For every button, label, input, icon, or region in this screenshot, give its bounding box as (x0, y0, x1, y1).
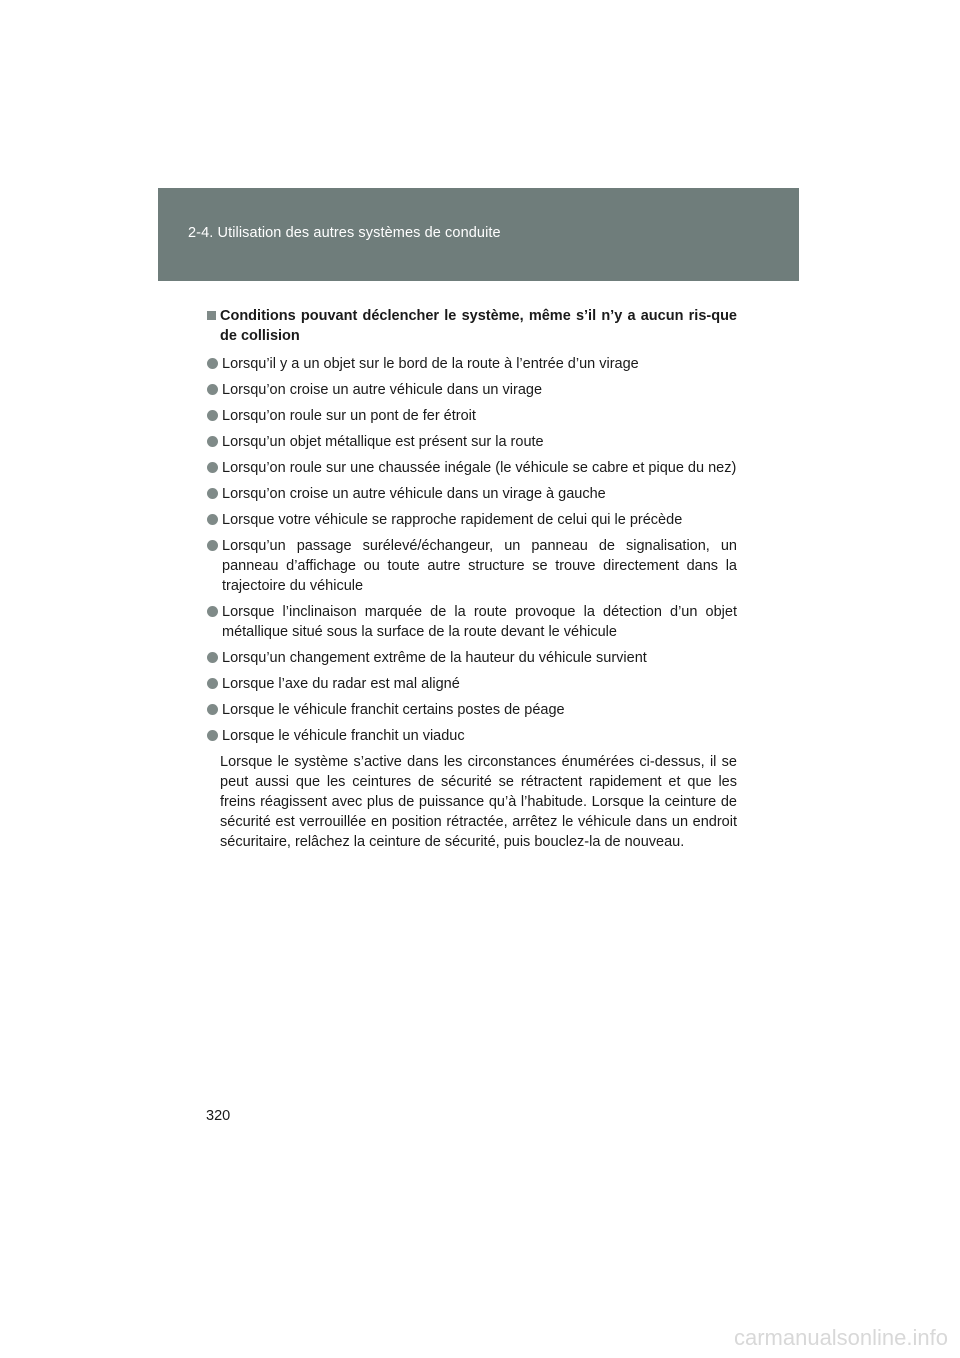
list-item-text: Lorsque l’axe du radar est mal aligné (222, 676, 460, 692)
list-item-text: Lorsqu’on roule sur un pont de fer étroit (222, 408, 476, 424)
circle-bullet-icon (207, 514, 218, 525)
section-heading-text: Conditions pouvant déclencher le système, même s’il n’y a aucun ris-que de collision (220, 308, 737, 344)
list-item (207, 602, 737, 642)
page-content (207, 306, 737, 852)
list-item (207, 726, 737, 746)
circle-bullet-icon (207, 384, 218, 395)
circle-bullet-icon (207, 730, 218, 741)
list-item-text: Lorsqu’un passage surélevé/échangeur, un panneau de signalisation, un panneau d’affichage ou toute autre structure se trouve directement dans la trajectoire du véhicule (222, 538, 737, 594)
circle-bullet-icon (207, 436, 218, 447)
chapter-header-band (158, 188, 799, 281)
chapter-title: 2-4. Utilisation des autres systèmes de conduite (188, 225, 501, 241)
list-item (207, 536, 737, 596)
list-item-text: Lorsqu’un changement extrême de la hauteur du véhicule survient (222, 650, 647, 666)
list-item-text: Lorsque le véhicule franchit certains postes de péage (222, 702, 565, 718)
list-item-text: Lorsque le véhicule franchit un viaduc (222, 728, 465, 744)
circle-bullet-icon (207, 358, 218, 369)
circle-bullet-icon (207, 540, 218, 551)
list-item (207, 458, 737, 478)
list-item (207, 510, 737, 530)
circle-bullet-icon (207, 704, 218, 715)
list-item-text: Lorsque l’inclinaison marquée de la route provoque la détection d’un objet métallique situé sous la surface de la route devant le véhicule (222, 604, 737, 640)
circle-bullet-icon (207, 410, 218, 421)
list-item (207, 700, 737, 720)
condition-list (207, 354, 737, 746)
circle-bullet-icon (207, 462, 218, 473)
circle-bullet-icon (207, 606, 218, 617)
list-item (207, 406, 737, 426)
list-item-text: Lorsqu’on croise un autre véhicule dans un virage à gauche (222, 486, 606, 502)
list-item-text: Lorsqu’il y a un objet sur le bord de la route à l’entrée d’un virage (222, 356, 639, 372)
list-item (207, 380, 737, 400)
page-number: 320 (206, 1108, 231, 1124)
circle-bullet-icon (207, 488, 218, 499)
circle-bullet-icon (207, 678, 218, 689)
section-heading (207, 306, 737, 346)
list-item-text: Lorsqu’on croise un autre véhicule dans un virage (222, 382, 543, 398)
list-item-text: Lorsque votre véhicule se rapproche rapidement de celui qui le précède (222, 512, 683, 528)
list-item (207, 648, 737, 668)
list-item (207, 484, 737, 504)
watermark: carmanualsonline.info (733, 1325, 948, 1350)
square-bullet-icon (207, 311, 216, 320)
circle-bullet-icon (207, 652, 218, 663)
note-paragraph: Lorsque le système s’active dans les circonstances énumérées ci-dessus, il se peut aussi que les ceintures de sécurité se rétractent rapidement et que les freins réagissent avec plus de puissance qu’à l’habitude. Lorsque la ceinture de sécurité est verrouillée en position rétractée, arrêtez le véhicule dans un endroit sécuritaire, relâchez la ceinture de sécurité, puis bouclez-la de nouveau. (220, 754, 737, 850)
list-item (207, 354, 737, 374)
list-item-text: Lorsqu’un objet métallique est présent sur la route (222, 434, 544, 450)
list-item-text: Lorsqu’on roule sur une chaussée inégale (le véhicule se cabre et pique du nez) (222, 460, 737, 476)
list-item (207, 432, 737, 452)
list-item (207, 674, 737, 694)
